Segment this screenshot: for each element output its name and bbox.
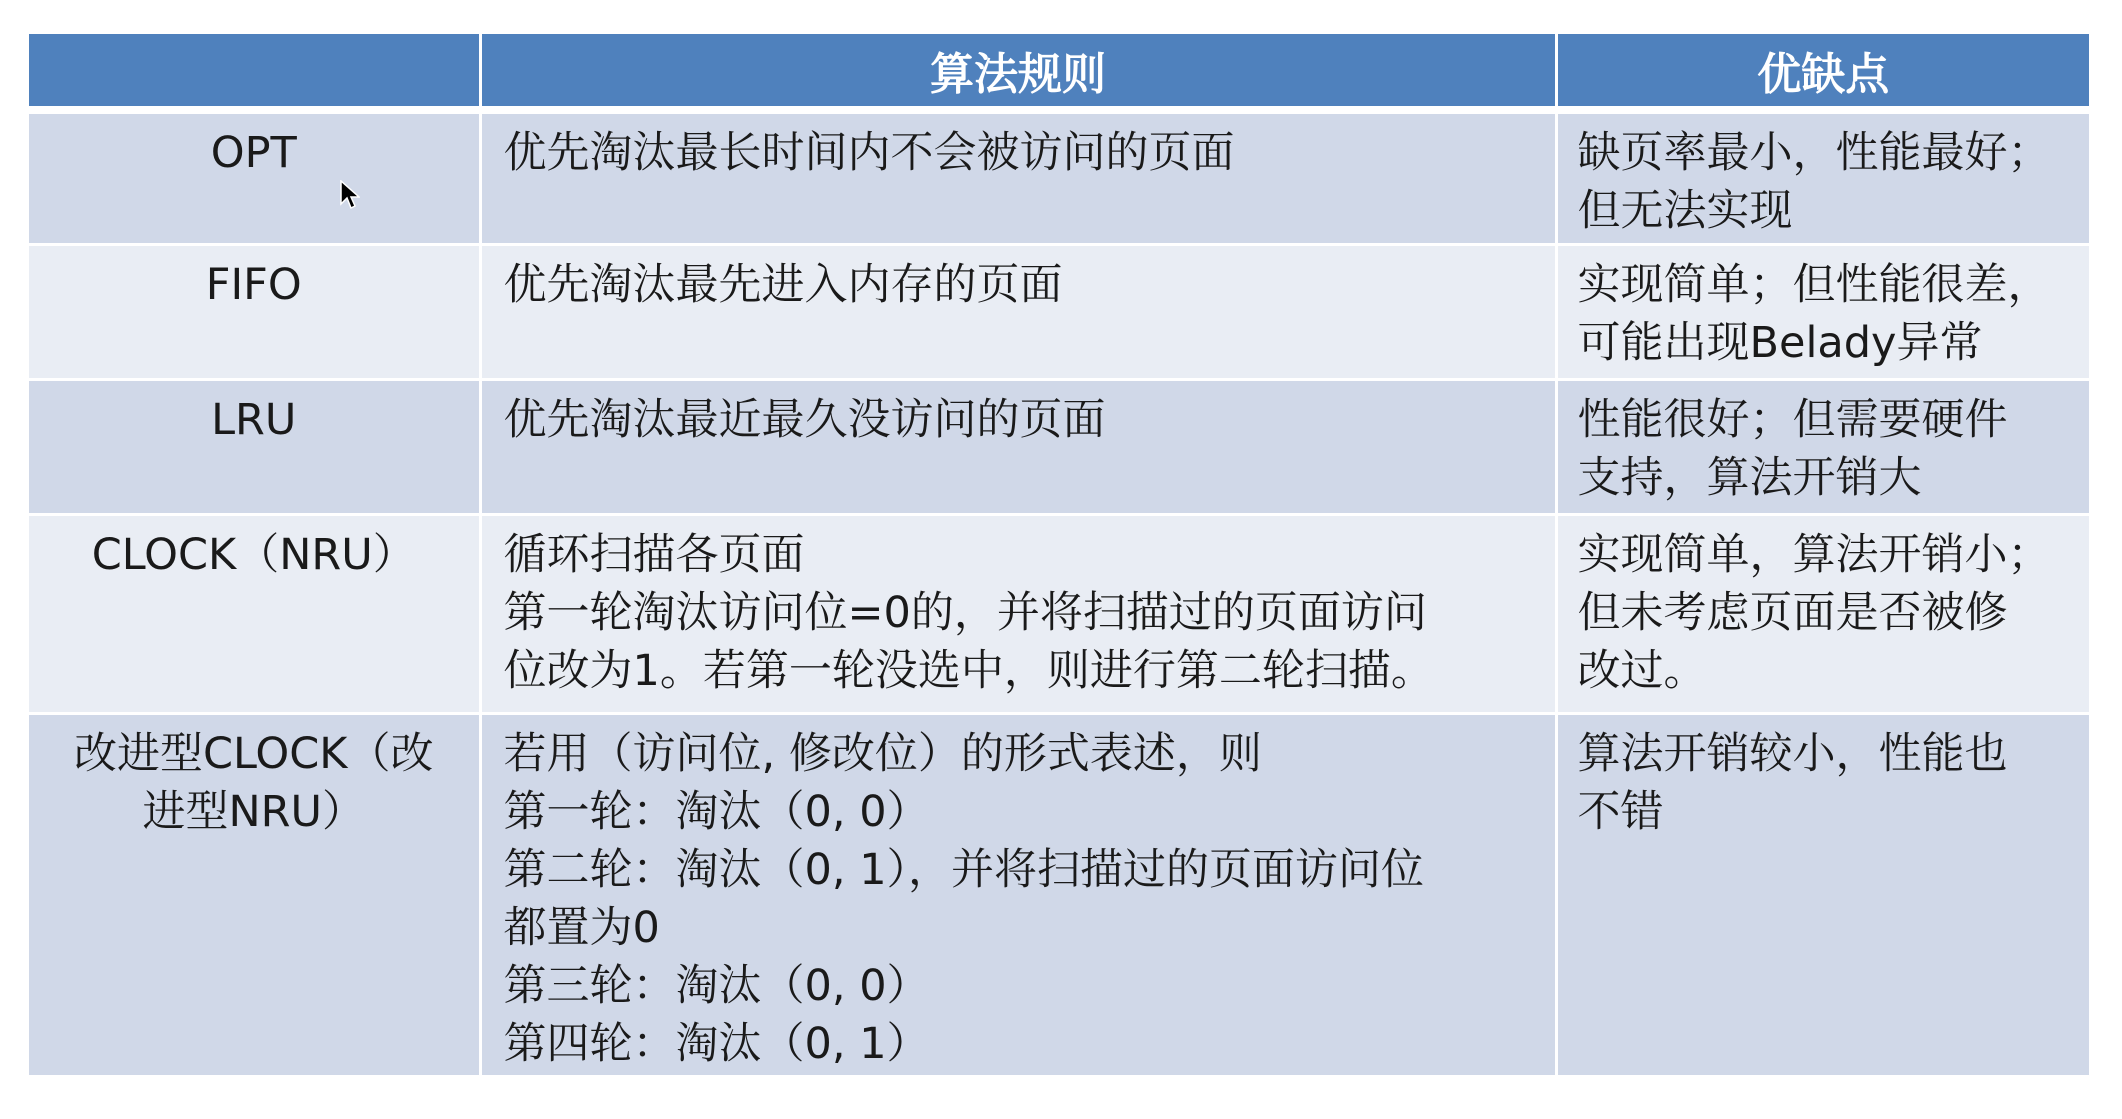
pros-line: 不错: [1577, 786, 1664, 837]
rule-line: 循环扫描各页面: [503, 529, 805, 580]
algorithm-name: [29, 713, 480, 1076]
table-row-opt: [29, 110, 2089, 244]
algorithm-name-text: 进型NRU）: [142, 786, 366, 837]
rule-line: 第一轮：淘汰（0, 0）: [503, 786, 930, 837]
rule-line: 若用（访问位, 修改位）的形式表述，则: [503, 728, 1262, 779]
rule-line: 位改为1。若第一轮没选中，则进行第二轮扫描。: [503, 645, 1434, 696]
algorithm-comparison-table: [29, 34, 2089, 1078]
mouse-pointer-icon: [340, 180, 360, 210]
rule-line: 都置为0: [503, 902, 660, 953]
rule-line: 第一轮淘汰访问位=0的，并将扫描过的页面访问: [503, 587, 1427, 638]
algorithm-name-text: 改进型CLOCK（改: [73, 728, 434, 779]
pros-line: 改过。: [1577, 645, 1707, 696]
pros-line: 算法开销较小，性能也: [1577, 728, 2008, 779]
table-header-row: [29, 34, 2089, 110]
pros-line: 但无法实现: [1577, 186, 1793, 236]
algorithm-pros-cons: [1556, 514, 2089, 713]
algorithm-name-text: LRU: [211, 394, 297, 445]
algorithm-name-text: OPT: [210, 128, 297, 178]
pros-line: 性能很好；但需要硬件: [1577, 394, 2008, 445]
algorithm-rule: [480, 379, 1556, 514]
pros-line: 实现简单，算法开销小；: [1577, 529, 2051, 580]
algorithm-name: [29, 110, 480, 244]
rule-line: 第二轮：淘汰（0, 1），并将扫描过的页面访问位: [503, 844, 1425, 895]
algorithm-rule: [480, 713, 1556, 1076]
rule-line: 优先淘汰最长时间内不会被访问的页面: [503, 128, 1235, 178]
table-row-lru: [29, 379, 2089, 514]
header-rule: 算法规则: [480, 34, 1556, 110]
algorithm-name: [29, 244, 480, 379]
algorithm-pros-cons: [1556, 379, 2089, 514]
algorithm-pros-cons: [1556, 713, 2089, 1076]
algorithm-comparison-table-wrap: [29, 34, 2089, 1078]
pros-line: 但未考虑页面是否被修: [1577, 587, 2008, 638]
pros-line: 实现简单；但性能很差，: [1577, 259, 2051, 310]
table-row-clock: [29, 514, 2089, 713]
algorithm-name-text: FIFO: [205, 259, 302, 310]
rule-line: 优先淘汰最近最久没访问的页面: [503, 394, 1106, 445]
rule-line: 优先淘汰最先进入内存的页面: [503, 259, 1063, 310]
algorithm-rule: [480, 244, 1556, 379]
algorithm-rule: [480, 110, 1556, 244]
pros-line: 支持，算法开销大: [1577, 452, 1922, 503]
pros-line: 缺页率最小，性能最好；: [1577, 128, 2051, 178]
header-name: [29, 34, 480, 110]
table-row-improved-clock: [29, 713, 2089, 1076]
algorithm-pros-cons: [1556, 244, 2089, 379]
algorithm-rule: [480, 514, 1556, 713]
algorithm-name-text: CLOCK（NRU）: [91, 529, 416, 580]
algorithm-name: [29, 379, 480, 514]
pros-line: 可能出现Belady异常: [1577, 317, 1983, 368]
rule-line: 第三轮：淘汰（0, 0）: [503, 960, 930, 1011]
rule-line: 第四轮：淘汰（0, 1）: [503, 1018, 930, 1069]
table-row-fifo: [29, 244, 2089, 379]
header-pros-cons: 优缺点: [1556, 34, 2089, 110]
algorithm-name: [29, 514, 480, 713]
algorithm-pros-cons: [1556, 110, 2089, 244]
